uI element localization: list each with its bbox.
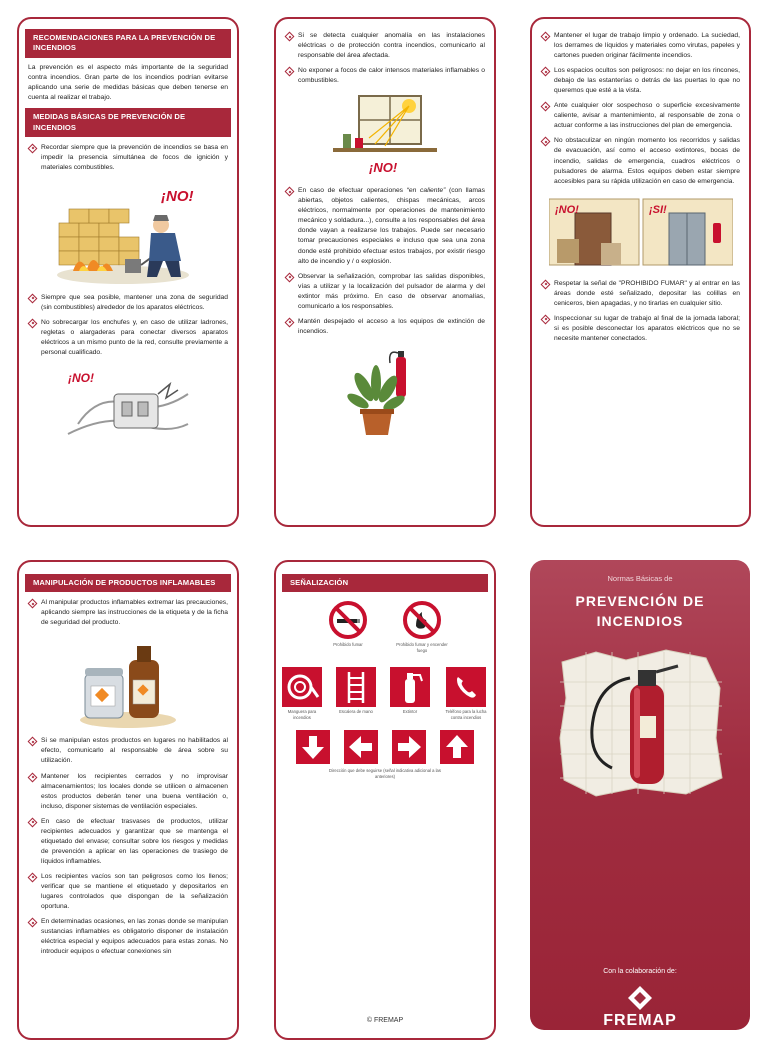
no-smoking-sign bbox=[322, 600, 374, 653]
arrow-right-icon bbox=[392, 730, 426, 764]
sign-caption: Escalera de mano bbox=[339, 709, 373, 715]
cover-title: PREVENCIÓN DE INCENDIOS bbox=[575, 593, 705, 630]
fire-hose-sign bbox=[279, 667, 325, 720]
list-item: Ante cualquier olor sospechoso o superficie excesivamente caliente, avisar a mantenimiento, al responsable de zona o actuar conforme a las instrucciones del plan de emergencia. bbox=[541, 101, 740, 131]
section-header-inflamables: MANIPULACIÓN DE PRODUCTOS INFLAMABLES bbox=[25, 574, 231, 592]
extinguisher-icon bbox=[390, 667, 430, 707]
list-item: Observar la señalización, comprobar las salidas disponibles, vías a utilizar y la localización del pulsador de alarma y del extintor más próximo. En caso de observar anomalías, comunicarlo a los responsables. bbox=[285, 272, 485, 312]
list-item: Siempre que sea posible, mantener una zona de seguridad (sin combustibles) alrededor de los aparatos eléctricos. bbox=[28, 293, 228, 313]
plant-extinguisher-illustration bbox=[340, 343, 430, 443]
sign-caption: Teléfono para la lucha contra incendios bbox=[445, 709, 487, 720]
section-header-senalizacion: SEÑALIZACIÓN bbox=[282, 574, 488, 592]
list-item: Si se manipulan estos productos en lugares no habilitados al efecto, comunicarlo al responsable de área sobre su utilización. bbox=[28, 736, 228, 766]
arrow-left-icon bbox=[344, 730, 378, 764]
panel-prevencion-continuacion bbox=[274, 17, 496, 527]
cover-subtitle: Normas Básicas de bbox=[607, 574, 673, 583]
no-label: ¡NO! bbox=[554, 203, 579, 216]
list-item: Los recipientes vacíos son tan peligrosos como los llenos; verificar que se mantiene el etiquetado y depositarlos en lugares controlados que dispongan de la señalización oportuna. bbox=[28, 872, 228, 912]
sign-caption: Manguera para incendios bbox=[287, 709, 317, 720]
welder-illustration bbox=[53, 179, 203, 287]
list-item: En caso de efectuar trasvases de productos, utilizar recipientes adecuados y garantizar que se mantenga el etiquetado del envase; consultar sobre los riesgos y medidas de prevención a aplicar en las operaciones de trasiego de líquidos inflamables. bbox=[28, 817, 228, 867]
no-fire-icon bbox=[402, 600, 442, 640]
list-item: En caso de efectuar operaciones “en caliente” (con llamas abiertas, objetos calientes, chispas mecánicas, arcos eléctricos, normalmente por operaciones de mantenimiento mecánico y soldadura...), consulte a los responsables del área donde vayan a realizarse los trabajos. Puede ser necesario tomar precauciones especiales e incluso que sea una zona donde esté prohibido efectuar estos trabajos, por existir riesgo alto de incendio y / o explosión. bbox=[285, 186, 485, 266]
ladder-sign bbox=[333, 667, 379, 720]
no-label: ¡NO! bbox=[369, 160, 398, 176]
no-label: ¡NO! bbox=[161, 187, 194, 205]
si-label: ¡SI! bbox=[648, 203, 667, 216]
arrow-down-icon bbox=[296, 730, 330, 764]
list-item: No exponer a focos de calor intensos materiales inflamables o combustibles. bbox=[285, 66, 485, 86]
list-item: No sobrecargar los enchufes y, en caso de utilizar ladrones, regletas o alargaderas para conectar diversos aparatos eléctricos a un mismo punto de la red, consulte previamente a personal cualificado. bbox=[28, 318, 228, 358]
extinguisher-sign bbox=[387, 667, 433, 720]
list-item: Los espacios ocultos son peligrosos: no dejar en los rincones, debajo de las estanterías o detrás de las puertas lo que no queremos que esté a la vista. bbox=[541, 66, 740, 96]
no-smoking-icon bbox=[328, 600, 368, 640]
list-item: Al manipular productos inflamables extremar las precauciones, aplicando siempre las instrucciones de la etiqueta y de la ficha de seguridad del producto. bbox=[28, 598, 228, 628]
fire-hose-icon bbox=[282, 667, 322, 707]
panel-recomendaciones bbox=[17, 17, 239, 527]
list-item: Mantener el lugar de trabajo limpio y ordenado. La suciedad, los derrames de líquidos y materiales como virutas, papeles y cartones pueden originar fácilmente incendios. bbox=[541, 31, 740, 61]
footer-copyright: © FREMAP bbox=[366, 1017, 404, 1024]
list-item: Mantener los recipientes cerrados y no improvisar almacenamientos; los locales donde se utilicen o almacenen estos productos deberán tener una buena ventilación o, incluso, disponer sistemas de ventilación especiales. bbox=[28, 772, 228, 812]
sign-caption: Prohibido fumar bbox=[333, 642, 363, 648]
cover-extinguisher-illustration bbox=[556, 648, 724, 798]
intro-paragraph: La prevención es el aspecto más importante de la seguridad contra incendios. Gran parte de los incendios podrían evitarse aplicando una serie de medidas básicas que deben tenerse en cuenta al realizar el trabajo. bbox=[28, 63, 228, 102]
panel-senalizacion bbox=[274, 560, 496, 1040]
doors-illustration bbox=[549, 193, 733, 271]
sign-caption: Extintor bbox=[402, 709, 418, 715]
overloaded-plug-illustration bbox=[58, 364, 198, 444]
ladder-icon bbox=[336, 667, 376, 707]
list-item: Si se detecta cualquier anomalía en las instalaciones eléctricas o de protección contra incendios, comunicarlo al responsable del área afectada. bbox=[285, 31, 485, 61]
list-item: No obstaculizar en ningún momento los recorridos y salidas de evacuación, así como el acceso extintores, bocas de incendio, salidas de emergencia, cuadros eléctricos o pulsadores de alarma. Estos equipos deben estar siempre accesibles para su rápida utilización en caso de emergencia. bbox=[541, 136, 740, 186]
chemical-bottles-illustration bbox=[73, 634, 183, 730]
fire-phone-sign bbox=[441, 667, 491, 720]
no-label: ¡NO! bbox=[68, 371, 94, 386]
list-item: Recordar siempre que la prevención de incendios se basa en impedir la presencia simultánea de focos de ignición y materiales combustibles. bbox=[28, 143, 228, 173]
arrow-up-icon bbox=[440, 730, 474, 764]
telephone-icon bbox=[446, 667, 486, 707]
cover-panel bbox=[530, 560, 750, 1030]
panel-orden-limpieza bbox=[530, 17, 751, 527]
arrows-caption: Dirección que debe seguirse (señal indicativa adicional a las anteriores) bbox=[329, 768, 441, 779]
fremap-logo-text: FREMAP bbox=[603, 1012, 677, 1029]
list-item: En determinadas ocasiones, en las zonas donde se manipulan sustancias inflamables es obligatorio disponer de instalación eléctrica especial y equipos adecuados para estas zonas. No introducir equipos o efectuar conexiones sin bbox=[28, 917, 228, 957]
window-heat-illustration bbox=[325, 92, 445, 178]
fremap-logo-icon bbox=[626, 984, 654, 1012]
sign-caption: Prohibido fumar y encender fuego bbox=[396, 642, 448, 653]
list-item: Mantén despejado el acceso a los equipos de extinción de incendios. bbox=[285, 317, 485, 337]
list-item: Inspeccionar su lugar de trabajo al final de la jornada laboral; si es posible desconectar los aparatos eléctricos que no se necesite mantener conectados. bbox=[541, 314, 740, 344]
section-header-medidas: MEDIDAS BÁSICAS DE PREVENCIÓN DE INCENDIOS bbox=[25, 108, 231, 137]
list-item: Respetar la señal de "PROHIBIDO FUMAR" y al entrar en las áreas donde esté señalizado, depositar las colillas en ceniceros, bien apagadas, y no tirarlas en cualquier sitio. bbox=[541, 279, 740, 309]
panel-productos-inflamables bbox=[17, 560, 239, 1040]
collaboration-label: Con la colaboración de: bbox=[603, 968, 677, 975]
section-header-recomendaciones: RECOMENDACIONES PARA LA PREVENCIÓN DE INCENDIOS bbox=[25, 29, 231, 58]
no-fire-sign bbox=[396, 600, 448, 653]
